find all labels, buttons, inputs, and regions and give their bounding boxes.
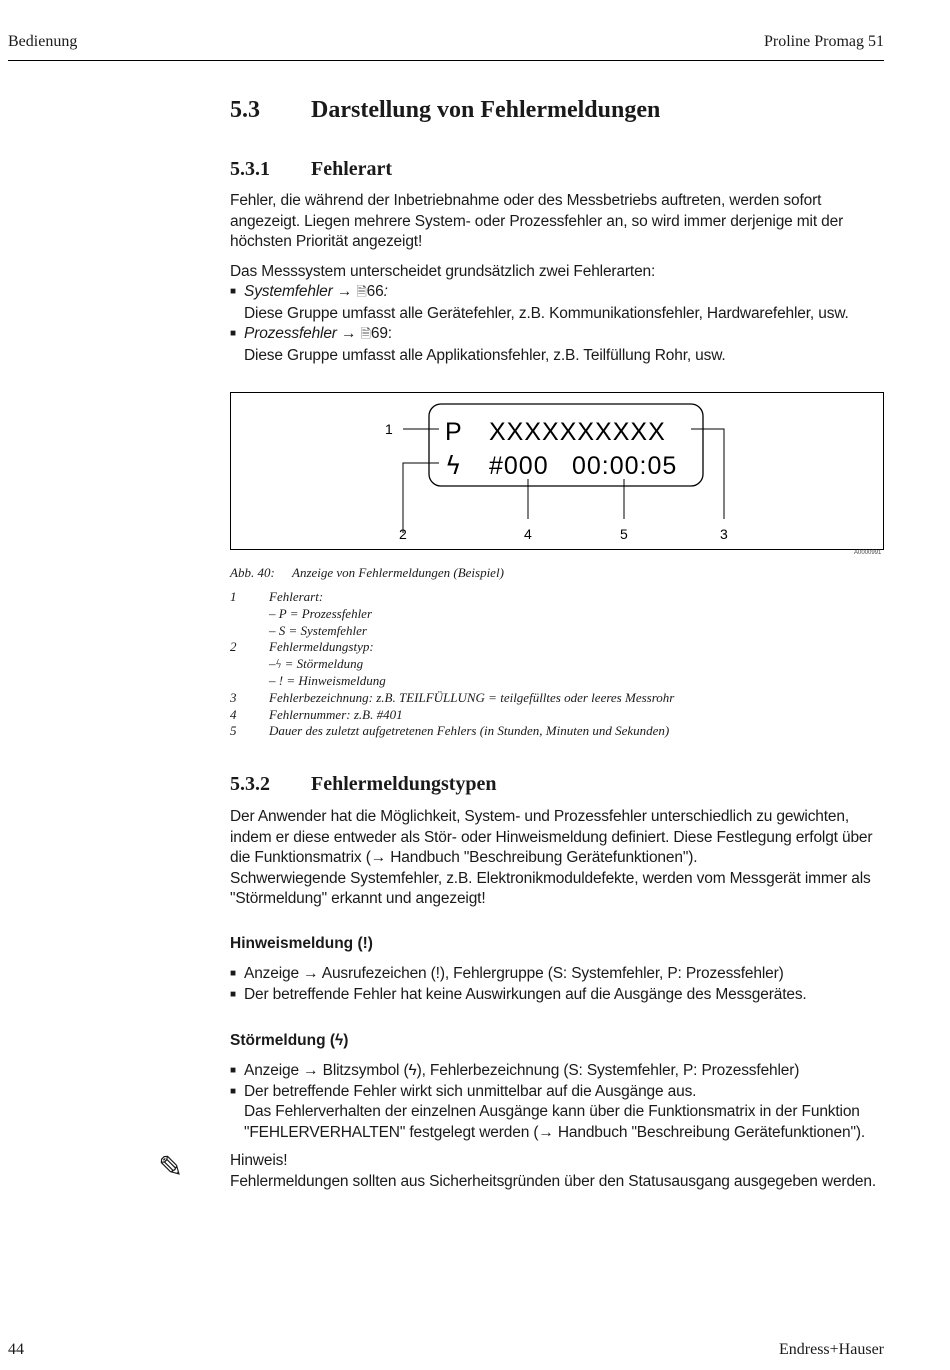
legend-text: – ! = Hinweismeldung — [269, 672, 386, 688]
bullet-extra: Das Fehlerverhalten der einzelnen Ausgänge kann über die Funktionsmatrix in der Funktion "FEHLERVERHALTEN" festgelegt werden (→ Handbuch "Beschreibung Gerätefunktionen"). — [244, 1103, 865, 1141]
legend-text: Dauer des zuletzt aufgetretenen Fehlers (in Stunden, Minuten und Sekunden) — [269, 723, 670, 739]
page-number: 44 — [8, 1341, 24, 1358]
section-heading — [230, 97, 660, 124]
list-item — [230, 324, 890, 366]
callout-label-1: 1 — [385, 421, 393, 437]
subsection-heading-fehlerart — [230, 158, 392, 181]
legend-text: –ϟ = Störmeldung — [269, 656, 364, 672]
bullet-text: Der betreffende Fehler wirkt sich unmittelbar auf die Ausgänge aus. — [244, 1082, 697, 1100]
legend-number: 2 — [230, 639, 237, 655]
fehlerart-body — [230, 191, 890, 366]
display-diagram — [231, 393, 883, 549]
note-block — [230, 1151, 890, 1192]
hinweismeldung-list — [230, 964, 890, 1005]
stoermeldung-list — [230, 1061, 890, 1143]
callout-label-2: 2 — [399, 526, 407, 542]
colon: : — [383, 283, 388, 300]
bullet-desc: Diese Gruppe umfasst alle Applikationsfehler, z.B. Teilfüllung Rohr, usw. — [244, 346, 726, 364]
paragraph: Fehler, die während der Inbetriebnahme oder des Messbetriebs auftreten, werden sofort angezeigt. Liegen mehrere System- oder Prozessfehler an, so wird immer derjenige mit der höchsten Priorität angezeigt! — [230, 192, 844, 250]
bullet-term: Systemfehler — [244, 283, 333, 300]
paragraph: Schwerwiegende Systemfehler, z.B. Elektronikmoduldefekte, werden vom Messgerät immer als "Störmeldung" erkannt und angezeigt! — [230, 869, 871, 907]
callout-label-3: 3 — [720, 526, 728, 542]
header-rule — [8, 60, 884, 61]
lightning-icon: ϟ — [445, 451, 462, 480]
page-ref[interactable]: 66 — [366, 283, 384, 300]
section-title: Darstellung von Fehlermeldungen — [311, 97, 661, 123]
page-ref-icon: 🗎 — [360, 327, 371, 342]
pencil-icon: ✎ — [158, 1150, 184, 1185]
figure-id: A0000991 — [854, 550, 882, 556]
legend-number: 3 — [230, 689, 237, 705]
fehlermeldungstypen-body — [230, 807, 890, 910]
legend-number: 5 — [230, 723, 237, 739]
list-item: ■ Anzeige → Ausrufezeichen (!), Fehlergruppe (S: Systemfehler, P: Prozessfehler) — [230, 964, 890, 985]
subsection-title: Fehlerart — [311, 158, 393, 180]
error-duration-text: 00:00:05 — [572, 452, 678, 480]
legend-text: Fehlerart: — [269, 589, 324, 604]
legend-text: Fehlerbezeichnung: z.B. TEILFÜLLUNG = teilgefülltes oder leeres Messrohr — [269, 689, 675, 705]
hinweismeldung-heading: Hinweismeldung (!) — [230, 935, 373, 952]
legend-text: Fehlernummer: z.B. #401 — [269, 706, 403, 722]
subsection-number: 5.3.1 — [230, 158, 270, 180]
legend-row — [230, 707, 890, 724]
subsection-heading-fehlermeldungstypen — [230, 773, 497, 796]
note-title: Hinweis! — [230, 1152, 288, 1169]
figure-caption — [230, 565, 504, 581]
list-item — [230, 1082, 890, 1144]
note-text: Fehlermeldungen sollten aus Sicherheitsgründen über den Statusausgang ausgegeben werden. — [230, 1172, 877, 1190]
subsection-title: Fehlermeldungstypen — [311, 773, 497, 795]
callout-label-5: 5 — [620, 526, 628, 542]
list-item — [230, 282, 890, 324]
legend-text: – P = Prozessfehler — [269, 605, 373, 621]
section-number: 5.3 — [230, 97, 260, 123]
caption-label: Abb. 40: — [230, 565, 275, 580]
page-ref[interactable]: 69 — [370, 325, 388, 342]
error-number-text: #000 — [489, 452, 549, 480]
subsection-number: 5.3.2 — [230, 773, 270, 795]
legend-number: 4 — [230, 706, 237, 722]
paragraph: Der Anwender hat die Möglichkeit, System- und Prozessfehler unterschiedlich zu gewichten, indem er diese entweder als Stör- oder Hinweismeldung definiert. Diese Festlegung erfolgt über die Funktionsmatrix (→ Handbuch "Beschreibung Gerätefunktionen"). — [230, 808, 873, 866]
error-type-letter: P — [445, 418, 462, 446]
list-item: ■ Anzeige → Blitzsymbol (ϟ), Fehlerbezeichnung (S: Systemfehler, P: Prozessfehler) — [230, 1061, 890, 1082]
list-item: ■ Der betreffende Fehler hat keine Auswirkungen auf die Ausgänge des Messgerätes. — [230, 985, 890, 1006]
legend-text: – S = Systemfehler — [269, 622, 367, 638]
legend-text: Fehlermeldungstyp: — [269, 639, 374, 655]
legend-row — [230, 639, 890, 689]
arrow-icon: → — [341, 325, 357, 342]
colon: : — [387, 325, 392, 342]
running-header-left: Bedienung — [8, 33, 78, 50]
legend-row — [230, 723, 890, 740]
arrow-icon: → — [336, 283, 353, 300]
page-ref-icon: 🗎 — [356, 285, 367, 300]
bullet-term: Prozessfehler — [244, 325, 337, 342]
error-designation-text: XXXXXXXXXX — [489, 418, 666, 446]
running-header-right: Proline Promag 51 — [764, 33, 884, 50]
footer-brand: Endress+Hauser — [779, 1341, 884, 1358]
legend-row — [230, 690, 890, 707]
callout-line-3 — [691, 429, 724, 519]
paragraph: Das Messsystem unterscheidet grundsätzlich zwei Fehlerarten: — [230, 262, 656, 280]
figure-legend — [230, 589, 890, 740]
callout-line-2 — [403, 463, 439, 533]
caption-text: Anzeige von Fehlermeldungen (Beispiel) — [292, 565, 504, 580]
stoermeldung-heading: Störmeldung (ϟ) — [230, 1032, 349, 1049]
callout-label-4: 4 — [524, 526, 532, 542]
display-figure — [230, 392, 884, 550]
legend-row — [230, 589, 890, 639]
legend-number: 1 — [230, 589, 237, 604]
bullet-desc: Diese Gruppe umfasst alle Gerätefehler, z.B. Kommunikationsfehler, Hardwarefehler, usw. — [244, 304, 849, 322]
